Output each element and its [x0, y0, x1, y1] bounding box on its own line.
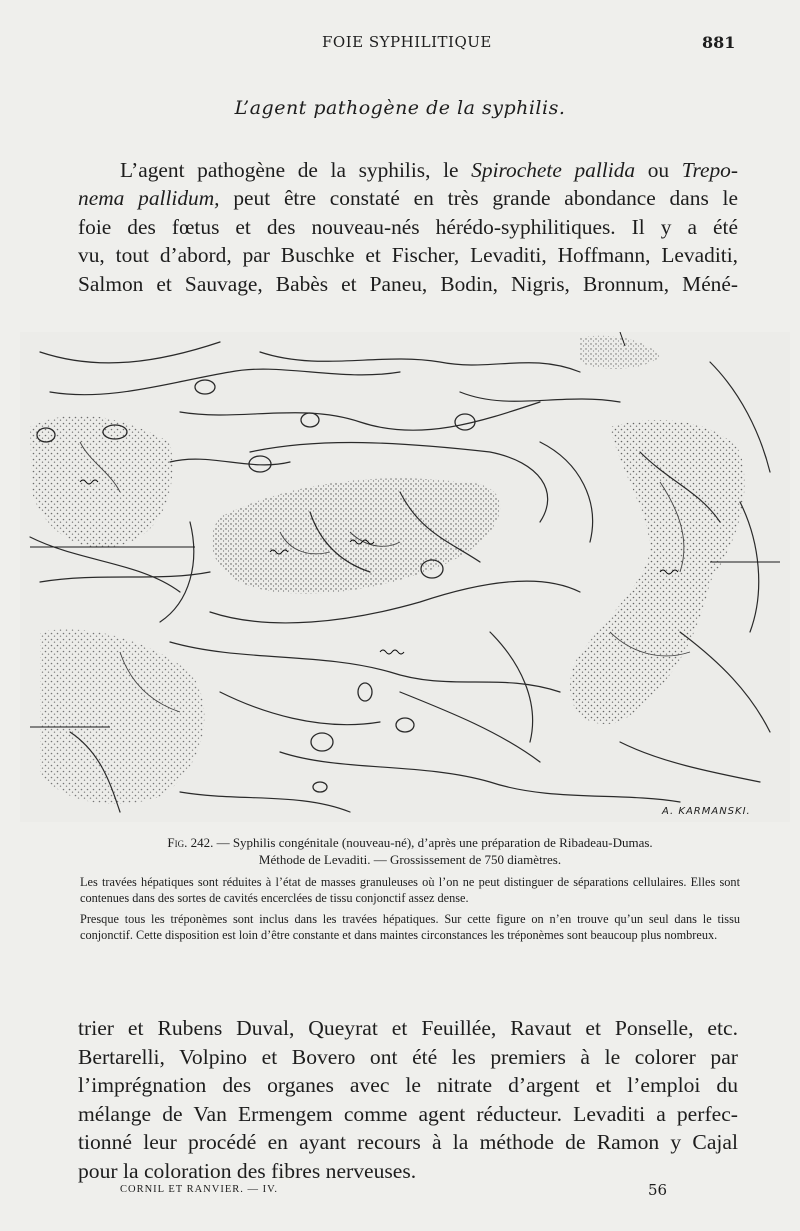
- running-title: FOIE SYPHILITIQUE: [322, 33, 492, 51]
- paragraph-1-line-5: Salmon et Sauvage, Babès et Paneu, Bodin, Nigris, Bronnum, Méné-: [78, 271, 738, 296]
- illustrator-signature: A. KARMANSKI.: [662, 806, 751, 817]
- paragraph-1-line-4: vu, tout d’abord, par Buschke et Fischer, Levaditi, Hoffmann, Levaditi,: [78, 243, 738, 268]
- figure-label: Fig. 242.: [167, 835, 214, 850]
- caption-line-1: — Syphilis congénitale (nouveau-né), d’après une préparation de Ribadeau-Dumas.: [213, 835, 653, 850]
- caption-line-2: Méthode de Levaditi. — Grossissement de 750 diamètres.: [258, 852, 562, 867]
- paragraph-1-line-1: L’agent pathogène de la syphilis, le Spirochete pallida ou Trepo-: [120, 158, 738, 182]
- page-number: 881: [702, 33, 736, 52]
- paragraph-2-line-5: tionné leur procédé en ayant recours à la méthode de Ramon y Cajal: [78, 1130, 738, 1155]
- sheet-number: 56: [648, 1181, 668, 1199]
- figure-caption: [80, 834, 740, 944]
- paragraph-2-line-4: mélange de Van Ermengem comme agent réducteur. Levaditi a perfec-: [78, 1101, 738, 1126]
- caption-heading: [80, 834, 740, 851]
- histology-figure: [20, 332, 790, 822]
- page-footer: [0, 1181, 800, 1201]
- paragraph-1-line-3: foie des fœtus et des nouveau-nés hérédo-syphilitiques. Il y a été: [78, 214, 738, 239]
- paragraph-1: [78, 156, 738, 298]
- paragraph-2: [78, 1014, 738, 1186]
- running-header: [0, 33, 800, 57]
- section-title: L’agent pathogène de la syphilis.: [234, 97, 566, 119]
- caption-note-1: Les travées hépatiques sont réduites à l’état de masses granuleuses où l’on ne peut distinguer de séparations cellulaires. Elles sont contenues dans des sortes de cavités encerclées de tissu conjonctif assez dense.: [80, 875, 740, 906]
- paragraph-1-line-2: nema pallidum, peut être constaté en très grande abondance dans le: [78, 186, 738, 211]
- signature-mark: CORNIL ET RANVIER. — IV.: [120, 1184, 278, 1195]
- paragraph-2-line-2: Bertarelli, Volpino et Bovero ont été les premiers à le colorer par: [78, 1044, 738, 1069]
- paragraph-2-line-1: trier et Rubens Duval, Queyrat et Feuillée, Ravaut et Ponselle, etc.: [78, 1016, 738, 1040]
- caption-note-2: Presque tous les tréponèmes sont inclus dans les travées hépatiques. Sur cette figure on n’en trouve qu’un seul dans le tissu conjonctif. Cette disposition est loin d’être constante et dans maintes circonstances les tréponèmes sont beaucoup plus nombreux.: [80, 911, 740, 943]
- liver-tissue-illustration: [20, 332, 790, 822]
- paragraph-2-line-3: l’imprégnation des organes avec le nitrate d’argent et l’emploi du: [78, 1073, 738, 1098]
- paragraph-2-line-6: pour la coloration des fibres nerveuses.: [78, 1158, 417, 1183]
